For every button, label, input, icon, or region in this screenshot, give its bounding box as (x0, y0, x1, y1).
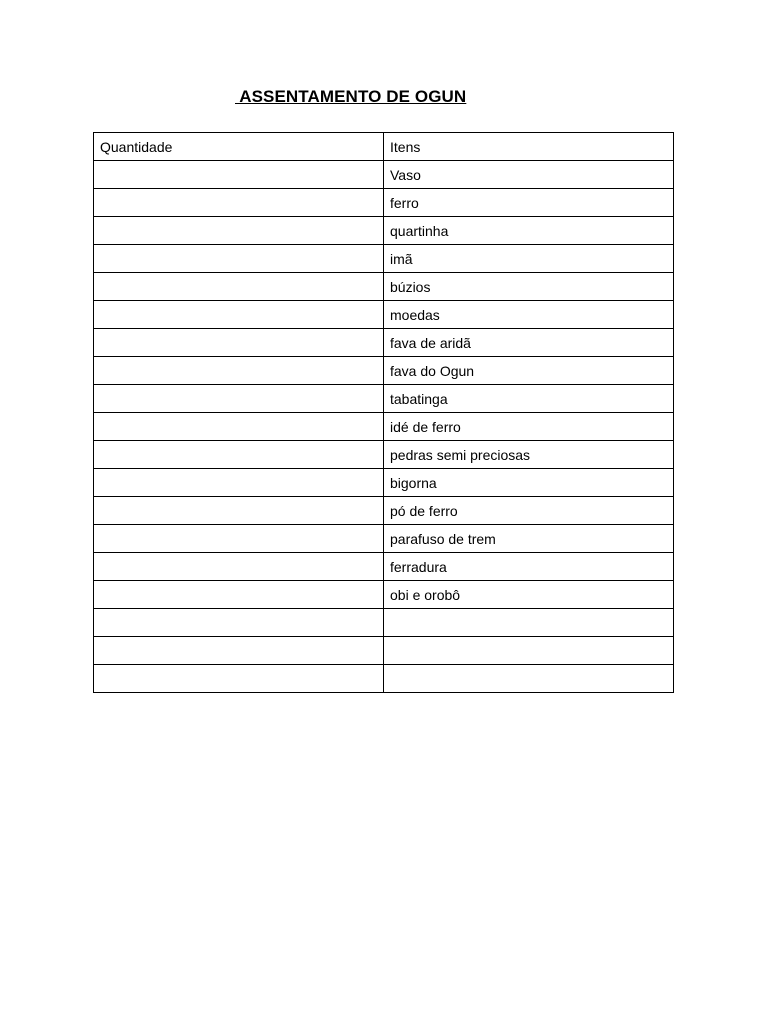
item-cell: ferro (384, 189, 674, 217)
table-row (94, 637, 674, 665)
table-row (94, 553, 674, 581)
quantity-cell (94, 609, 384, 637)
quantity-cell (94, 217, 384, 245)
table-row (94, 273, 674, 301)
item-cell (384, 665, 674, 693)
items-table (93, 132, 674, 693)
quantity-cell (94, 161, 384, 189)
item-cell: bigorna (384, 469, 674, 497)
item-cell: imã (384, 245, 674, 273)
table-row (94, 385, 674, 413)
quantity-cell (94, 665, 384, 693)
item-cell: Vaso (384, 161, 674, 189)
table-row (94, 245, 674, 273)
table-row (94, 665, 674, 693)
table-row (94, 525, 674, 553)
quantity-cell (94, 581, 384, 609)
quantity-cell (94, 441, 384, 469)
quantity-cell (94, 273, 384, 301)
item-cell: tabatinga (384, 385, 674, 413)
item-cell: ferradura (384, 553, 674, 581)
table-header-row (94, 133, 674, 161)
table-row (94, 441, 674, 469)
table-row (94, 189, 674, 217)
quantity-cell (94, 497, 384, 525)
table-row (94, 161, 674, 189)
table-row (94, 609, 674, 637)
table-row (94, 329, 674, 357)
table-row (94, 217, 674, 245)
table-row (94, 469, 674, 497)
quantity-cell (94, 385, 384, 413)
quantity-cell (94, 469, 384, 497)
table-body (94, 133, 674, 693)
item-cell: parafuso de trem (384, 525, 674, 553)
quantity-cell (94, 245, 384, 273)
item-cell: quartinha (384, 217, 674, 245)
document-title: ASSENTAMENTO DE OGUN (235, 87, 467, 106)
quantity-cell (94, 525, 384, 553)
item-cell: búzios (384, 273, 674, 301)
item-cell (384, 609, 674, 637)
item-cell: pedras semi preciosas (384, 441, 674, 469)
quantity-cell (94, 357, 384, 385)
item-cell: obi e orobô (384, 581, 674, 609)
item-cell: pó de ferro (384, 497, 674, 525)
item-cell (384, 637, 674, 665)
item-cell: fava de aridã (384, 329, 674, 357)
table-row (94, 497, 674, 525)
item-cell: fava do Ogun (384, 357, 674, 385)
table-row (94, 301, 674, 329)
quantity-cell (94, 301, 384, 329)
table-row (94, 413, 674, 441)
header-quantity: Quantidade (94, 133, 384, 161)
quantity-cell (94, 413, 384, 441)
item-cell: idé de ferro (384, 413, 674, 441)
header-items: Itens (384, 133, 674, 161)
quantity-cell (94, 189, 384, 217)
table-row (94, 357, 674, 385)
item-cell: moedas (384, 301, 674, 329)
quantity-cell (94, 329, 384, 357)
table-row (94, 581, 674, 609)
quantity-cell (94, 637, 384, 665)
quantity-cell (94, 553, 384, 581)
